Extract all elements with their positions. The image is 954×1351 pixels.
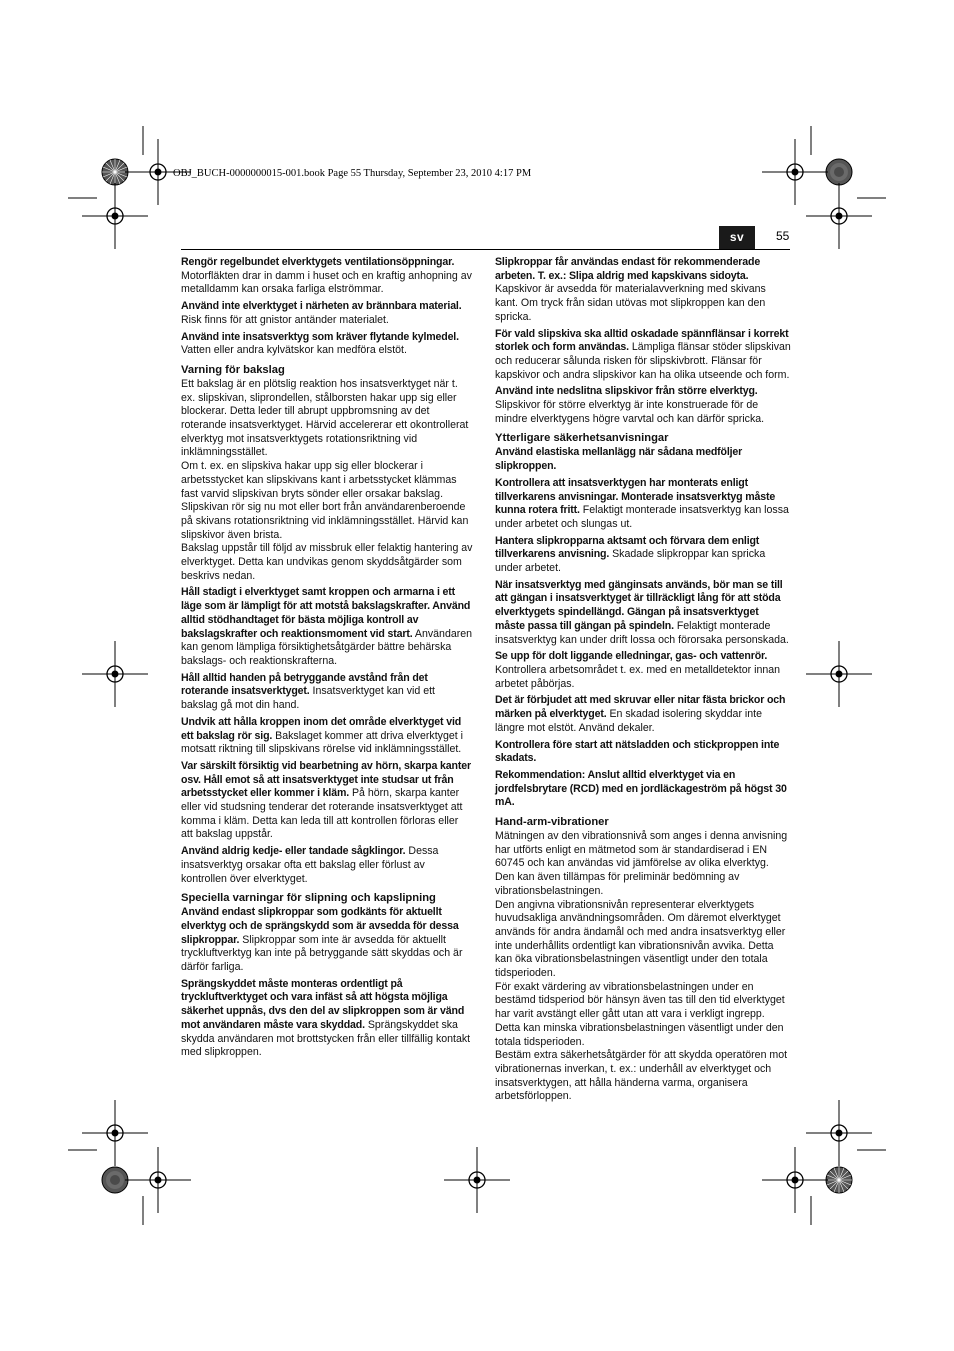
paragraph xyxy=(181,331,473,358)
paragraph-text: Slipkroppar som inte är avsedda för aktuellt tryckluftverktyg kan inte på betryggande sätt skyddas och är därför farliga. xyxy=(181,933,463,974)
paragraph-bold: Använd elastiska mellanlägg när sådana medföljer slipkroppen. xyxy=(495,446,743,473)
paragraph-bold: Använd aldrig kedje- eller tandade sågklingor. xyxy=(181,845,406,858)
paragraph-bold: Håll alltid handen på betryggande avstånd från det roterande insatsverktyget. xyxy=(181,671,428,698)
paragraph xyxy=(181,300,473,327)
section-heading-further-safety: Ytterligare säkerhetsanvisningar xyxy=(495,432,669,445)
paragraph-text: Dessa insatsverktyg orsakar ofta ett bakslag eller förlust av kontrollen över elverktyget. xyxy=(181,845,439,885)
paragraph xyxy=(495,328,791,383)
print-info-line: OBJ_BUCH-0000000015-001.book Page 55 Thursday, September 23, 2010 4:17 PM xyxy=(173,168,532,179)
paragraph xyxy=(181,716,473,757)
paragraph-bold: Använd inte elverktyget i närheten av brännbara material. xyxy=(181,300,462,313)
section-heading-kickback: Varning för bakslag xyxy=(181,363,285,376)
paragraph-text: Motorfläkten drar in damm i huset och en kraftig anhopning av metalldamm kan orsaka farliga elströmmar. xyxy=(181,269,472,296)
paragraph-bold: Kontrollera före start att nätsladden och stickproppen inte skadats. xyxy=(495,738,780,765)
paragraph xyxy=(495,769,791,810)
paragraph: Bestäm extra säkerhetsåtgärder för att skydda operatören mot vibrationernas inverkan, t. ex.: underhåll av elverktyget och insatsverktygen, att hålla händerna varma, organisera arbetsförloppen. xyxy=(495,1049,788,1103)
paragraph xyxy=(495,446,791,473)
paragraph-bold: Sprängskyddet måste monteras ordentligt på tryckluftverktyget och vara infäst så att högsta möjliga säkerhet uppnås, dvs den del av slipkroppen som är vänd mot användaren måste vara skyddad. xyxy=(181,977,465,1031)
paragraph xyxy=(181,845,473,886)
paragraph xyxy=(181,586,473,668)
paragraph xyxy=(495,650,791,691)
paragraph-text: Vatten eller andra kylvätskor kan medföra elstöt. xyxy=(181,344,407,357)
paragraph-text: Lämpliga flänsar stöder slipskivan och reducerar sålunda risken för slipskivbrott. Flänsar för kapskivor och andra slipskivor kan ha olika utseende och form. xyxy=(495,341,791,381)
paragraph-bold: När insatsverktyg med gänginsats används, bör man se till att gängan i insatsverktyget är tillräckligt lång för att stöda elverktygets spindellängd. Gängan på insatsverktyget måste passa till gängan på spindeln. xyxy=(495,578,783,632)
header-rule xyxy=(181,249,790,250)
paragraph-bold: Använd inte nedslitna slipskivor från större elverktyg. xyxy=(495,385,758,398)
paragraph-bold: Håll stadigt i elverktyget samt kroppen och armarna i ett läge som är lämpligt för att motstå bakslagskrafter. Använd alltid stödhandtaget för bästa möjliga kontroll av bakslagskrafter och reaktionsmoment vid start. xyxy=(181,586,471,640)
paragraph-bold: Rengör regelbundet elverktygets ventilationsöppningar. xyxy=(181,256,455,268)
paragraph-bold: Använd inte insatsverktyg som kräver flytande kylmedel. xyxy=(181,330,459,343)
paragraph xyxy=(181,906,473,975)
paragraph: Den angivna vibrationsnivån representerar elverktygets huvudsakliga användningsområden. Om däremot elverktyget används för andra ändamål och med andra insatsverktyg eller inte underhållits ordentligt kan vibrationsnivån avvika. Detta kan öka vibrationsbelastningen väsentligt under den totala tidsperioden. xyxy=(495,898,786,980)
paragraph-text: Kontrollera arbetsområdet t. ex. med en metalldetektor innan arbetet påbörjas. xyxy=(495,663,781,690)
paragraph-bold: Det är förbjudet att med skruvar eller nitar fästa brickor och märken på elverktyget. xyxy=(495,694,786,721)
paragraph-text: Kapskivor är avsedda för materialavverkning med skivans kant. Om tryck från sidan utövas mot slipkroppen kan den spricka. xyxy=(495,283,766,323)
paragraph-bold: Hantera slipkropparna aktsamt och förvara dem enligt tillverkarens anvisning. xyxy=(495,534,760,561)
right-column xyxy=(495,256,791,1107)
paragraph: Om t. ex. en slipskiva hakar upp sig eller blockerar i arbetsstycket kan slipskivans kant i arbetsstycket klämmas fast varvid slipskivan bryts sönder eller orsakar bakslag. Slipskivan rör sig nu mot eller bort från användarenberoende på skivans rotationsriktning vid inklämningsstället. Härvid kan slipskivor även brista. xyxy=(181,460,469,541)
paragraph xyxy=(495,385,791,426)
paragraph-text: Bakslaget kommer att driva elverktyget i motsatt riktning till slipskivans rörelse vid inklämningsstället. xyxy=(181,729,463,756)
left-column xyxy=(181,256,473,1063)
paragraph-bold: För vald slipskiva ska alltid oskadade spännflänsar i korrekt storlek och form användas. xyxy=(495,327,789,354)
paragraph-text: På hörn, skarpa kanter eller vid studsning tenderar det roterande insatsverktyget att komma i kläm. Detta kan leda till att kontrollen förloras eller att bakslag uppstår. xyxy=(181,787,463,841)
paragraph xyxy=(181,672,473,713)
paragraph: Bakslag uppstår till följd av missbruk eller felaktig hantering av elverktyget. Detta kan undvikas genom skyddsåtgärder som beskrivs nedan. xyxy=(181,542,473,582)
paragraph xyxy=(495,535,791,576)
paragraph: Mätningen av den vibrationsnivå som anges i denna anvisning har utförts enligt en mätmetod som är standardiserad i EN 60745 och kan användas vid jämförelse av olika elverktyg. Den kan även tillämpas för preliminär bedömning av vibrationsbelastningen. xyxy=(495,830,788,897)
paragraph-bold: Undvik att hålla kroppen inom det område elverktyget vid ett bakslag rör sig. xyxy=(181,715,462,742)
page-number: 55 xyxy=(776,229,790,243)
paragraph xyxy=(495,256,791,325)
section-heading-grinding: Speciella varningar för slipning och kapslipning xyxy=(181,892,436,905)
paragraph-text: En skadad isolering skyddar inte längre mot elstöt. Använd dekaler. xyxy=(495,708,762,734)
section-heading-vibration: Hand-arm-vibrationer xyxy=(495,816,609,829)
paragraph: För exakt värdering av vibrationsbelastningen under en bestämd tidsperiod bör hänsyn även tas till den tid elverktyget har varit avstängt eller gått utan att vara i verkligt ingrepp. Detta kan minska vibrationsbelastningen väsentligt under den totala tidsperioden. xyxy=(495,980,785,1048)
paragraph-bold: Använd endast slipkroppar som godkänts för aktuellt elverktyg och de sprängskydd som är avsedda för dessa slipkroppar. xyxy=(181,906,459,946)
paragraph xyxy=(181,978,473,1060)
paragraph-text: Användaren kan genom lämpliga försiktighetsåtgärder bättre behärska bakslags- och reaktionskrafterna. xyxy=(181,627,473,667)
paragraph-text: Sprängskyddet ska skydda användaren mot brottstycken från eller tillfällig kontakt med slipkroppen. xyxy=(181,1018,471,1059)
language-badge: sv xyxy=(719,226,755,249)
paragraph xyxy=(495,694,791,735)
paragraph-bold: Kontrollera att insatsverktygen har monterats enligt tillverkarens anvisningar. Monterade insatsverktyg måste kunna rotera fritt. xyxy=(495,476,776,517)
paragraph xyxy=(495,477,791,532)
paragraph-bold: Rekommendation: Anslut alltid elverktyget via en jordfelsbrytare (RCD) med en jordläckageström på högst 30 mA. xyxy=(495,768,787,809)
paragraph xyxy=(181,760,473,842)
paragraph-text: Felaktigt monterade insatsverktyg kan lossa under arbetet och slungas ut. xyxy=(495,504,789,530)
paragraph-text: Felaktigt monterade insatsverktyg kan under drift lossa och förorsaka personskada. xyxy=(495,619,789,646)
paragraph xyxy=(181,256,473,297)
paragraph xyxy=(495,579,791,648)
paragraph-bold: Slipkroppar får användas endast för rekommenderade arbeten. T. ex.: Slipa aldrig med kapskivans sidoyta. xyxy=(495,256,761,282)
paragraph-text: Skadade slipkroppar kan spricka under arbetet. xyxy=(495,548,766,575)
paragraph xyxy=(495,739,791,766)
paragraph-text: Risk finns för att gnistor antänder materialet. xyxy=(181,313,389,326)
paragraph-text: Slipskivor för större elverktyg är inte konstruerade för de mindre elverktygens högre varvtal och kan därför spricka. xyxy=(495,399,765,425)
paragraph: Ett bakslag är en plötslig reaktion hos insatsverktyget när t. ex. slipskivan, sliprondellen, stålborsten hakar upp sig eller blockerar. Detta leder till abrupt uppbromsning av det roterande insatsverktyget. Härvid accelererar ett okontrollerat elverktyg mot insatsverktygets rotationsriktning vid inklämningsstället. xyxy=(181,377,469,459)
paragraph-bold: Se upp för dolt liggande elledningar, gas- och vattenrör. xyxy=(495,650,768,663)
paragraph-bold: Var särskilt försiktig vid bearbetning av hörn, skarpa kanter osv. Håll emot så att insatsverktyget inte studsar ut från arbetsstycket eller kommer i kläm. xyxy=(181,759,471,800)
paragraph-text: Insatsverktyget kan vid ett bakslag gå mot din hand. xyxy=(181,685,435,712)
